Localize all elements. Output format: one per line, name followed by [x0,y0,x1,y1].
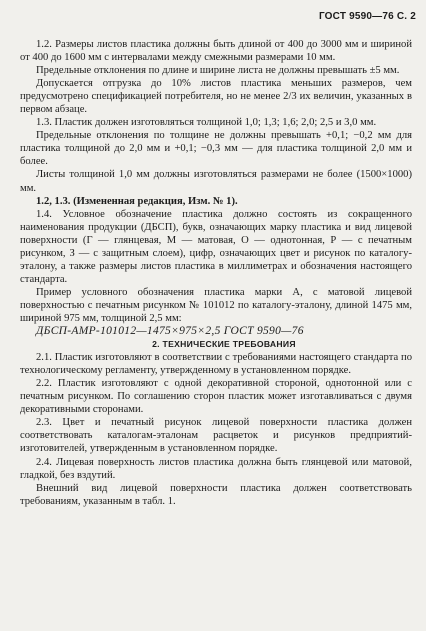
paragraph-2-1: 2.1. Пластик изготовляют в соответствии с требованиями настоящего стандарта по технологическому регламенту, утвержденному в установленном порядке. [20,352,412,377]
paragraph-tolerance-length: Предельные отклонения по длине и ширине листа не должны превышать ±5 мм. [36,65,400,77]
document-body [20,38,412,508]
paragraph-2-2: 2.2. Пластик изготовляют с одной декоративной стороной, однотонной или с печатным рисунком. По соглашению сторон пластик может изготавливаться с двумя декоративными сторонами. [20,378,412,416]
amendment-note: 1.2, 1.3. (Измененная редакция, Изм. № 1). [36,195,238,207]
paragraph-shipment: Допускается отгрузка до 10% листов пластика меньших размеров, чем предусмотрено спецификацией потребителя, но не менее 2/3 их величин, указанных в первом абзаце. [20,78,412,116]
page-header: ГОСТ 9590—76 С. 2 [318,11,416,22]
section-title: 2. ТЕХНИЧЕСКИЕ ТРЕБОВАНИЯ [152,339,296,350]
example-intro: Пример условного обозначения пластика марки А, с матовой лицевой поверхностью с печатным рисунком № 101012 по каталогу-эталону, длиной 1475 мм, шириной 975 мм, толщиной 2,5 мм: [20,286,412,324]
paragraph-2-4: 2.4. Лицевая поверхность листов пластика должна быть глянцевой или матовой, гладкой, без вздутий. [20,456,412,481]
paragraph-2-3: 2.3. Цвет и печатный рисунок лицевой поверхности пластика должен соответствовать каталогам-эталонам расцветок и рисунков предприятий-изготовителей, утвержденным в установленном порядке. [20,417,412,455]
example-designation: ДБСП-АМР-101012—1475×975×2,5 ГОСТ 9590—76 [36,325,304,338]
paragraph-1-2: 1.2. Размеры листов пластика должны быть длиной от 400 до 3000 мм и шириной от 400 до 1600 мм с интервалами между смежными размерами 10 мм. [20,39,412,64]
paragraph-tolerance-thickness: Предельные отклонения по толщине не должны превышать +0,1; −0,2 мм для пластика толщиной до 2,0 мм и +0,1; −0,3 мм — для пластика толщиной 2,0 мм и более. [20,130,412,168]
paragraph-1-3: 1.3. Пластик должен изготовляться толщиной 1,0; 1,3; 1,6; 2,0; 2,5 и 3,0 мм. [36,117,377,129]
paragraph-appearance: Внешний вид лицевой поверхности пластика должен соответствовать требованиям, указанным в табл. 1. [20,482,412,507]
paragraph-1-4: 1.4. Условное обозначение пластика должно состоять из сокращенного наименования продукции (ДБСП), букв, означающих марку пластика и вид лицевой поверхности (Г — глянцевая, М — матовая, О — однотонная, Р — с печатным рисунком, З — с защитным слоем), цифр, означающих цвет и рисунок по каталогу-эталону, а также размеры листов пластика в миллиметрах и обозначения настоящего стандарта. [20,208,412,285]
paragraph-sheet-size: Листы толщиной 1,0 мм должны изготовляться размерами не более (1500×1000) мм. [20,169,412,194]
